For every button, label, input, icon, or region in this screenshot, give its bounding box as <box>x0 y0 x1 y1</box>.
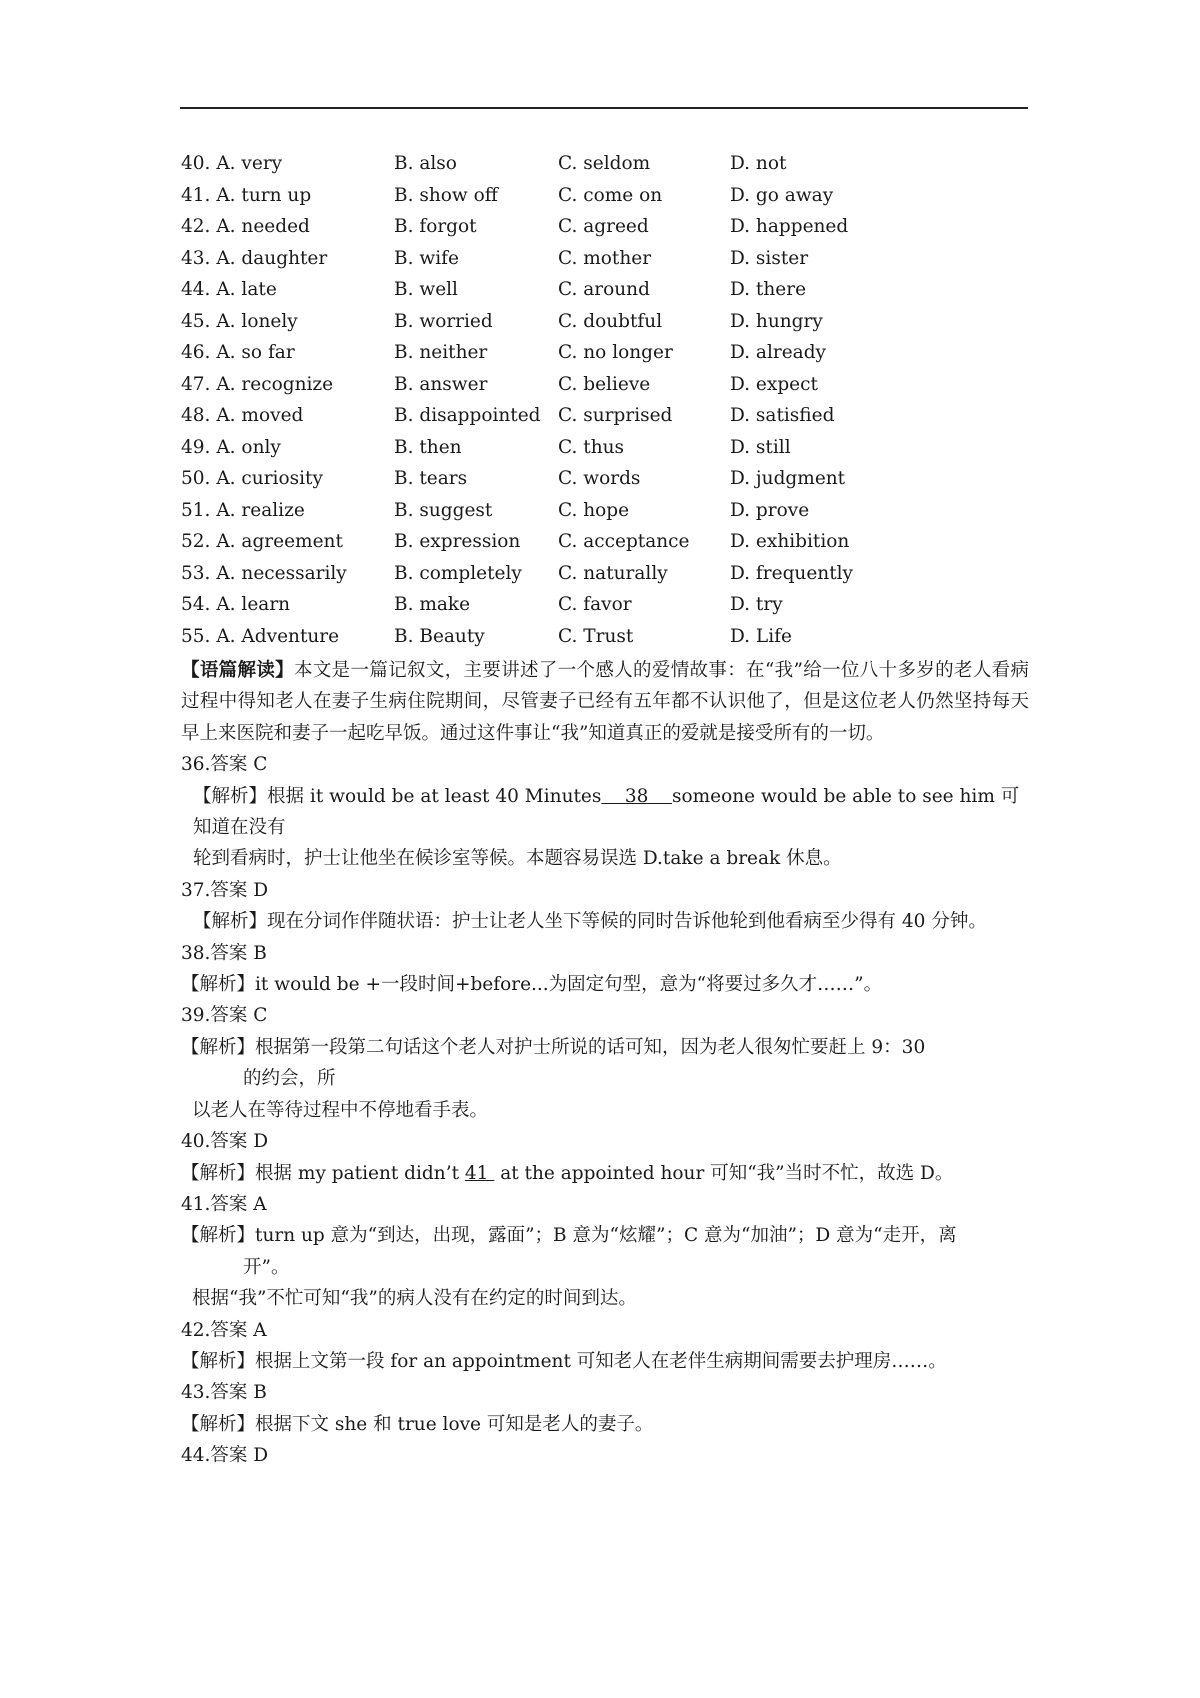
option-a <box>181 400 303 432</box>
question-number: 51. <box>181 499 211 521</box>
option-d: D. frequently <box>730 562 853 584</box>
question-number: 48. <box>181 405 211 426</box>
option-c: C. no longer <box>558 342 673 363</box>
answer-title-36: 36.答案 C <box>181 754 268 776</box>
option-c: C. surprised <box>558 405 673 426</box>
option-a <box>181 337 295 369</box>
option-c: C. mother <box>558 247 652 269</box>
explanation-text: turn up 意为“到达，出现，露面”；B 意为“炫耀”；C 意为“加油”；D 意为“走开，离 <box>255 1225 957 1247</box>
explanation-41-cont1: 开”。 <box>243 1256 290 1278</box>
option-a <box>181 243 327 275</box>
option-d: D. exhibition <box>730 531 850 552</box>
option-a <box>181 526 343 558</box>
option-d: D. go away <box>730 184 834 206</box>
explanation-label: 【解析】 <box>193 911 268 933</box>
explanation-label: 【解析】 <box>181 1162 256 1184</box>
option-d: D. already <box>730 342 826 363</box>
option-b: B. show off <box>394 184 498 206</box>
option-d: D. judgment <box>730 468 846 489</box>
option-d: D. not <box>730 153 787 174</box>
question-number: 52. <box>181 531 211 552</box>
question-number: 54. <box>181 594 211 615</box>
question-number: 40. <box>181 153 211 174</box>
blank-41: 41 <box>464 1162 495 1184</box>
option-b: B. tears <box>394 468 468 489</box>
explanation-label: 【解析】 <box>193 785 268 807</box>
option-a <box>181 463 323 495</box>
option-a <box>181 558 347 590</box>
explanation-42 <box>181 1346 1029 1377</box>
question-number: 55. <box>181 625 211 647</box>
option-d: D. prove <box>730 499 810 521</box>
explanation-36 <box>181 781 1029 844</box>
option-a <box>181 369 333 401</box>
explanation-label: 【解析】 <box>181 974 256 996</box>
explanation-37 <box>181 906 1029 937</box>
explanation-43 <box>181 1409 1029 1440</box>
option-row <box>181 621 1021 653</box>
explanation-38 <box>181 969 1029 1000</box>
option-a-text: A. learn <box>216 594 291 615</box>
explanation-text: 根据 my patient didn’t <box>255 1162 465 1184</box>
option-c: C. around <box>558 279 650 300</box>
option-d: D. satisfied <box>730 405 835 426</box>
question-number: 50. <box>181 468 211 489</box>
option-row <box>181 148 1021 180</box>
summary-text: 本文是一篇记叙文，主要讲述了一个感人的爱情故事：在“我”给一位八十多岁的老人看病过程中得知老人在妻子生病住院期间，尽管妻子已经有五年都不认识他了，但是这位老人仍然坚持每天早上来医院和妻子一起吃早饭。通过这件事让“我”知道真正的爱就是接受所有的一切。 <box>181 660 1029 744</box>
explanation-label: 【解析】 <box>181 1350 256 1372</box>
option-row <box>181 495 1021 527</box>
header-rule <box>180 107 1028 109</box>
explanation-41-cont2: 根据“我”不忙可知“我”的病人没有在约定的时间到达。 <box>192 1288 637 1310</box>
option-b: B. make <box>394 594 471 615</box>
answer-title-41: 41.答案 A <box>181 1193 267 1215</box>
answer-title-37: 37.答案 D <box>181 879 269 901</box>
option-b: B. forgot <box>394 216 477 237</box>
explanation-label: 【解析】 <box>181 1225 256 1247</box>
option-a-text: A. very <box>216 153 283 174</box>
option-row <box>181 558 1021 590</box>
option-b: B. disappointed <box>394 405 541 426</box>
option-a-text: A. daughter <box>216 247 328 269</box>
option-b: B. expression <box>394 531 521 552</box>
option-row <box>181 180 1021 212</box>
answer-title-42: 42.答案 A <box>181 1319 267 1341</box>
option-d: D. try <box>730 594 783 615</box>
option-c: C. come on <box>558 184 663 206</box>
option-d: D. happened <box>730 216 849 237</box>
explanation-text: 根据下文 she 和 true love 可知是老人的妻子。 <box>255 1413 654 1435</box>
option-c: C. words <box>558 468 641 489</box>
option-b: B. suggest <box>394 499 493 521</box>
option-row <box>181 274 1021 306</box>
option-c: C. thus <box>558 436 625 458</box>
option-c: C. hope <box>558 499 630 521</box>
option-row <box>181 589 1021 621</box>
option-a <box>181 589 290 621</box>
explanation-39-cont1: 的约会，所 <box>243 1068 336 1090</box>
option-a <box>181 180 311 212</box>
explanation-text: 根据第一段第二句话这个老人对护士所说的话可知，因为老人很匆忙要赶上 9：30 <box>255 1036 926 1058</box>
body-text <box>181 655 1029 1472</box>
option-a <box>181 306 298 338</box>
option-a <box>181 621 339 653</box>
blank-38: 38 <box>601 785 672 807</box>
option-b: B. answer <box>394 373 488 395</box>
option-a-text: A. agreement <box>216 531 343 552</box>
option-a-text: A. lonely <box>216 310 298 332</box>
option-a <box>181 274 277 306</box>
question-number: 41. <box>181 184 211 206</box>
option-a-text: A. needed <box>216 216 310 237</box>
option-b: B. wife <box>394 247 459 269</box>
option-c: C. seldom <box>558 153 651 174</box>
option-d: D. still <box>730 436 791 458</box>
option-c: C. naturally <box>558 562 668 584</box>
option-row <box>181 526 1021 558</box>
option-a <box>181 432 281 464</box>
option-d: D. sister <box>730 247 809 269</box>
explanation-39 <box>181 1032 1029 1063</box>
option-b: B. also <box>394 153 457 174</box>
option-row <box>181 400 1021 432</box>
option-a <box>181 211 310 243</box>
option-a <box>181 495 305 527</box>
answer-title-38: 38.答案 B <box>181 942 267 964</box>
question-number: 47. <box>181 373 211 395</box>
option-c: C. Trust <box>558 625 634 647</box>
option-row <box>181 432 1021 464</box>
option-a-text: A. only <box>216 436 281 458</box>
answer-title-43: 43.答案 B <box>181 1382 267 1404</box>
explanation-text: 根据上文第一段 for an appointment 可知老人在老伴生病期间需要去护理房……。 <box>255 1350 947 1372</box>
option-b: B. well <box>394 279 458 300</box>
option-row <box>181 369 1021 401</box>
option-c: C. doubtful <box>558 310 663 332</box>
option-a-text: A. so far <box>216 342 295 363</box>
summary-label: 【语篇解读】 <box>181 660 295 681</box>
question-number: 45. <box>181 310 211 332</box>
option-c: C. believe <box>558 373 651 395</box>
question-number: 46. <box>181 342 211 363</box>
explanation-41 <box>181 1220 1029 1251</box>
option-row <box>181 243 1021 275</box>
option-a <box>181 148 282 180</box>
option-c: C. agreed <box>558 216 649 237</box>
answer-title-40: 40.答案 D <box>181 1131 269 1153</box>
question-number: 44. <box>181 279 211 300</box>
explanation-label: 【解析】 <box>181 1036 256 1058</box>
option-d: D. there <box>730 279 807 300</box>
option-c: C. acceptance <box>558 531 690 552</box>
option-a-text: A. turn up <box>216 184 312 206</box>
question-number: 49. <box>181 436 211 458</box>
option-b: B. then <box>394 436 462 458</box>
explanation-39-cont2: 以老人在等待过程中不停地看手表。 <box>192 1099 489 1121</box>
explanation-40 <box>181 1158 1029 1189</box>
options-list <box>181 148 1021 652</box>
option-row <box>181 306 1021 338</box>
explanation-text: at the appointed hour 可知“我”当时不忙，故选 D。 <box>494 1162 954 1184</box>
summary-paragraph <box>181 655 1029 749</box>
option-a-text: A. moved <box>216 405 304 426</box>
explanation-36-cont: 轮到看病时，护士让他坐在候诊室等候。本题容易误选 D.take a break 休息。 <box>193 848 842 870</box>
explanation-label: 【解析】 <box>181 1413 256 1435</box>
explanation-text: someone would be able to see him 可知道在没有 <box>193 785 1020 839</box>
answer-title-44: 44.答案 D <box>181 1445 269 1467</box>
question-number: 53. <box>181 562 211 584</box>
option-a-text: A. Adventure <box>216 625 340 647</box>
answer-title-39: 39.答案 C <box>181 1005 268 1027</box>
explanation-text: 现在分词作伴随状语：护士让老人坐下等候的同时告诉他轮到他看病至少得有 40 分钟。 <box>267 911 987 933</box>
option-d: D. expect <box>730 373 818 395</box>
option-c: C. favor <box>558 594 632 615</box>
option-row <box>181 211 1021 243</box>
option-a-text: A. recognize <box>216 373 334 395</box>
option-a-text: A. late <box>216 279 277 300</box>
option-b: B. completely <box>394 562 522 584</box>
option-row <box>181 337 1021 369</box>
question-number: 43. <box>181 247 211 269</box>
explanation-text: 根据 it would be at least 40 Minutes <box>267 785 602 807</box>
option-a-text: A. curiosity <box>216 468 323 489</box>
option-a-text: A. realize <box>216 499 305 521</box>
option-b: B. neither <box>394 342 488 363</box>
explanation-text: it would be +一段时间+before...为固定句型，意为“将要过多久才……”。 <box>255 974 883 996</box>
option-b: B. worried <box>394 310 493 332</box>
option-d: D. hungry <box>730 310 823 332</box>
option-d: D. Life <box>730 625 792 647</box>
option-a-text: A. necessarily <box>216 562 347 584</box>
option-b: B. Beauty <box>394 625 485 647</box>
question-number: 42. <box>181 216 211 237</box>
option-row <box>181 463 1021 495</box>
